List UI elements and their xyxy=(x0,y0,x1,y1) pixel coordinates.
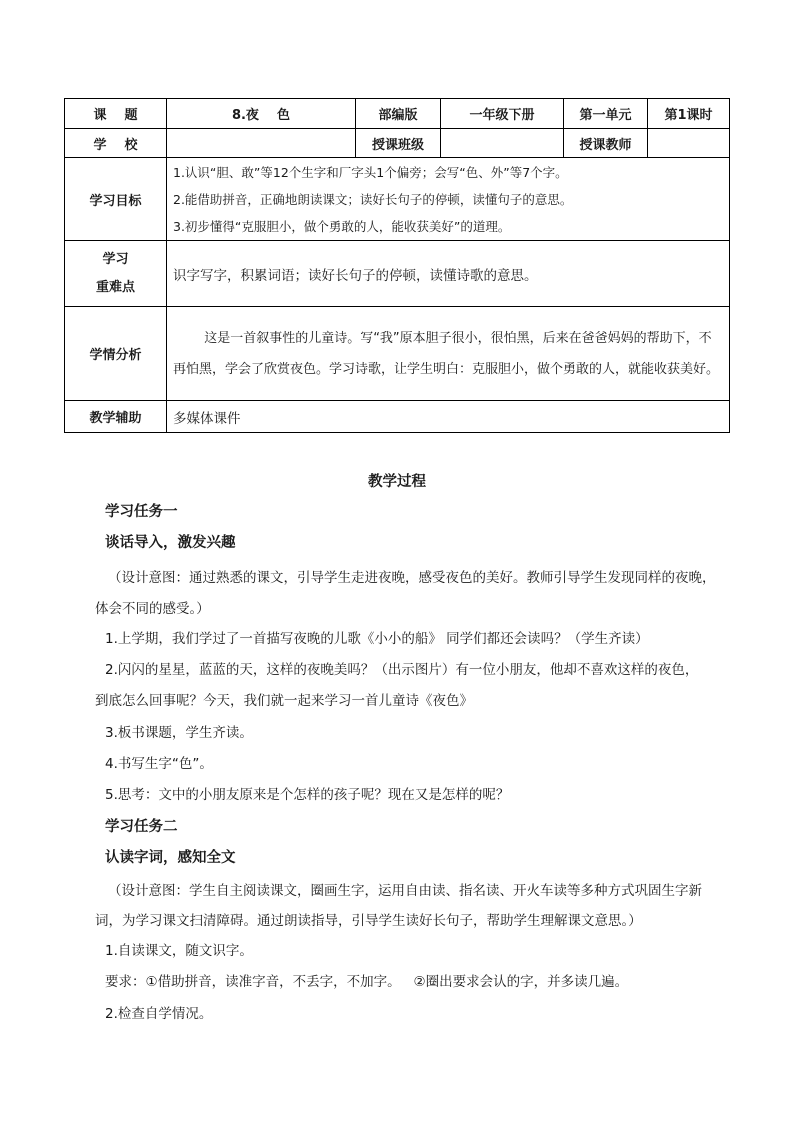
aids-text: 多媒体课件 xyxy=(167,401,730,433)
school-label: 学 校 xyxy=(65,129,167,158)
analysis-label: 学情分析 xyxy=(65,307,167,401)
teacher-value xyxy=(648,129,730,158)
task1-step2-line2: 到底怎么回事呢？今天，我们就一起来学习一首儿童诗《夜色》 xyxy=(95,693,473,709)
table-row-aids xyxy=(65,401,730,433)
period-cell: 第1课时 xyxy=(648,99,730,129)
table-row-school xyxy=(65,129,730,158)
key-points-text: 识字写字，积累词语；读好长句子的停顿，读懂诗歌的意思。 xyxy=(167,241,730,307)
task1-step2-line1: 2.闪闪的星星，蓝蓝的天，这样的夜晚美吗？（出示图片）有一位小朋友，他却不喜欢这样的夜色， xyxy=(105,662,699,678)
teacher-label: 授课教师 xyxy=(564,129,648,158)
process-title: 教学过程 xyxy=(368,474,426,490)
goal-item: 1.认识“胆、敢”等12个生字和厂字头1个偏旁；会写“色、外”等7个字。 xyxy=(173,164,568,180)
grade-cell: 一年级下册 xyxy=(441,99,564,129)
task1-step5: 5.思考：文中的小朋友原来是个怎样的孩子呢？现在又是怎样的呢？ xyxy=(105,787,510,803)
aids-label: 教学辅助 xyxy=(65,401,167,433)
task2-intent-line1: （设计意图：学生自主阅读课文，圈画生字，运用自由读、指名读、开火车读等多种方式巩固生字新 xyxy=(108,883,702,899)
task2-step1: 1.自读课文，随文识字。 xyxy=(105,943,253,959)
task2-heading: 认读字词，感知全文 xyxy=(105,850,236,866)
table-row-title xyxy=(65,99,730,129)
goal-item: 3.初步懂得“克服胆小，做个勇敢的人，能收获美好”的道理。 xyxy=(173,218,511,234)
task1-step1: 1.上学期，我们学过了一首描写夜晚的儿歌《小小的船》 同学们都还会读吗？（学生齐读） xyxy=(105,631,649,647)
task1-step4: 4.书写生字“色”。 xyxy=(105,756,213,772)
task2-step2: 2.检查自学情况。 xyxy=(105,1006,213,1022)
unit-cell: 第一单元 xyxy=(564,99,648,129)
goals-cell xyxy=(167,158,730,241)
task1-heading: 谈话导入，激发兴趣 xyxy=(105,535,236,551)
class-label: 授课班级 xyxy=(356,129,441,158)
task1-intent-line2: 体会不同的感受。） xyxy=(95,601,210,617)
key-points-label-line1: 学习 xyxy=(102,251,129,267)
lesson-info-table xyxy=(64,98,730,433)
goals-label: 学习目标 xyxy=(65,158,167,241)
task1-intent-line1: （设计意图：通过熟悉的课文，引导学生走进夜晚，感受夜色的美好。教师引导学生发现同样的夜晚， xyxy=(108,570,716,586)
task2-requirement: 要求：①借助拼音，读准字音，不丢字，不加字。 ②圈出要求会认的字，并多读几遍。 xyxy=(105,974,629,990)
key-points-label xyxy=(65,241,167,307)
task1-step3: 3.板书课题，学生齐读。 xyxy=(105,725,253,741)
class-value xyxy=(441,129,564,158)
goal-item: 2.能借助拼音，正确地朗读课文；读好长句子的停顿，读懂句子的意思。 xyxy=(173,191,573,207)
task1-label: 学习任务一 xyxy=(105,504,178,520)
table-row-goals xyxy=(65,158,730,241)
task2-label: 学习任务二 xyxy=(105,819,178,835)
key-points-label-line2: 重难点 xyxy=(95,279,135,295)
task2-intent-line2: 词，为学习课文扫清障碍。通过朗读指导，引导学生读好长句子，帮助学生理解课文意思。） xyxy=(95,913,642,929)
topic-label: 课 题 xyxy=(65,99,167,129)
school-value xyxy=(167,129,356,158)
analysis-text: 这是一首叙事性的儿童诗。写“我”原本胆子很小，很怕黑，后来在爸爸妈妈的帮助下，不再怕黑，学会了欣赏夜色。学习诗歌，让学生明白：克服胆小，做个勇敢的人，就能收获美好。 xyxy=(167,307,730,401)
lesson-title-cell: 8.夜 色 xyxy=(167,99,356,129)
table-row-key-points xyxy=(65,241,730,307)
edition-cell: 部编版 xyxy=(356,99,441,129)
table-row-analysis xyxy=(65,307,730,401)
